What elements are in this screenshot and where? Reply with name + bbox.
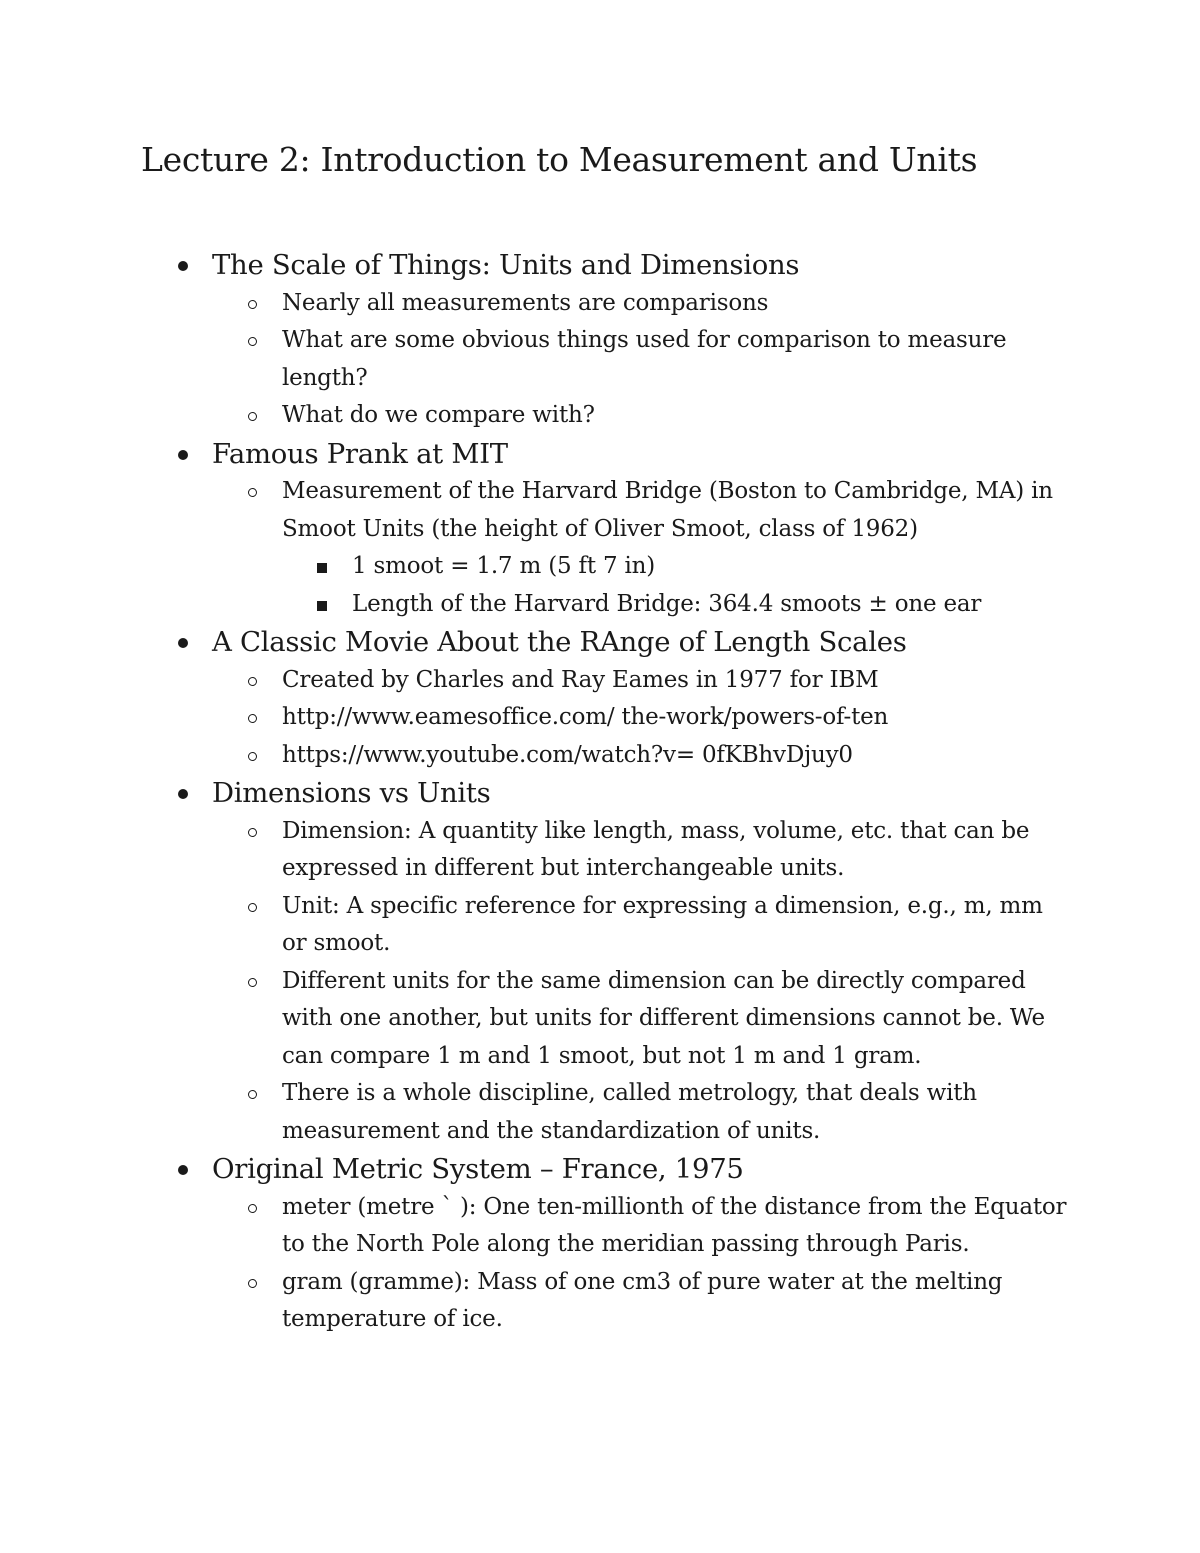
- hollow-circle-bullet-icon: [248, 677, 257, 686]
- list-item: [0, 1189, 1072, 1264]
- section-heading: [0, 1150, 1200, 1189]
- list-item-text: Measurement of the Harvard Bridge (Boston to Cambridge, MA) in Smoot Units (the height of Oliver Smoot, class of 1962): [282, 478, 1053, 542]
- section-classic-movie: [0, 623, 1200, 774]
- url-text: https://www.youtube.com/watch?v= 0fKBhvDjuy0: [282, 741, 853, 768]
- section-heading: [0, 435, 1200, 474]
- list-item: [0, 473, 1072, 548]
- hollow-circle-bullet-icon: [248, 300, 257, 309]
- list-item-link: [0, 737, 1072, 775]
- hollow-circle-bullet-icon: [248, 1090, 257, 1099]
- square-bullet-icon: [317, 563, 327, 573]
- hollow-circle-bullet-icon: [248, 903, 257, 912]
- section-dimensions-vs-units: [0, 774, 1200, 1150]
- hollow-circle-bullet-icon: [248, 978, 257, 987]
- section-scale-of-things: [0, 246, 1200, 435]
- hollow-circle-bullet-icon: [248, 1204, 257, 1213]
- list-item-text: Nearly all measurements are comparisons: [282, 289, 769, 316]
- hollow-circle-bullet-icon: [248, 337, 257, 346]
- list-item: [0, 285, 1072, 323]
- sub-list-item-text: Length of the Harvard Bridge: 364.4 smoots ± one ear: [352, 590, 982, 617]
- hollow-circle-bullet-icon: [248, 488, 257, 497]
- hollow-circle-bullet-icon: [248, 714, 257, 723]
- filled-circle-bullet-icon: [178, 1165, 188, 1175]
- hollow-circle-bullet-icon: [248, 752, 257, 761]
- hollow-circle-bullet-icon: [248, 828, 257, 837]
- section-heading-text: The Scale of Things: Units and Dimensions: [212, 249, 800, 281]
- list-item-text: Dimension: A quantity like length, mass, volume, etc. that can be expressed in different but interchangeable units.: [282, 817, 1030, 881]
- list-item: [0, 963, 1072, 1076]
- list-item-text: gram (gramme): Mass of one cm3 of pure water at the melting temperature of ice.: [282, 1268, 1003, 1332]
- section-original-metric-system: [0, 1150, 1200, 1339]
- section-heading: [0, 623, 1200, 662]
- list-item-text: Unit: A specific reference for expressing a dimension, e.g., m, mm or smoot.: [282, 892, 1043, 956]
- list-item: [0, 322, 1072, 397]
- list-item: [0, 813, 1072, 888]
- sub-list-item: [0, 548, 1200, 586]
- square-bullet-icon: [317, 601, 327, 611]
- sub-list-item: [0, 586, 1200, 624]
- section-heading-text: Famous Prank at MIT: [212, 437, 508, 470]
- filled-circle-bullet-icon: [178, 261, 188, 271]
- list-item: [0, 888, 1072, 963]
- list-item-link: [0, 699, 1072, 737]
- hollow-circle-bullet-icon: [248, 412, 257, 421]
- list-item-text: What are some obvious things used for comparison to measure length?: [282, 327, 1007, 391]
- url-text: http://www.eamesoffice.com/ the-work/powers-of-ten: [282, 704, 889, 730]
- section-heading-text: Original Metric System – France, 1975: [212, 1153, 744, 1185]
- list-item-text: Created by Charles and Ray Eames in 1977 for IBM: [282, 666, 879, 693]
- filled-circle-bullet-icon: [178, 450, 188, 460]
- filled-circle-bullet-icon: [178, 638, 188, 648]
- hollow-circle-bullet-icon: [248, 1279, 257, 1288]
- filled-circle-bullet-icon: [178, 789, 188, 799]
- list-item-text: What do we compare with?: [282, 402, 595, 428]
- section-famous-prank: [0, 435, 1200, 624]
- list-item: [0, 1075, 1072, 1150]
- list-item: [0, 662, 1072, 700]
- list-item-text: Different units for the same dimension can be directly compared with one another, but units for different dimensions cannot be. We can compare 1 m and 1 smoot, but not 1 m and 1 gram.: [282, 967, 1045, 1069]
- section-heading-text: Dimensions vs Units: [212, 777, 491, 809]
- page-title: Lecture 2: Introduction to Measurement and Units: [141, 140, 978, 179]
- section-heading: [0, 774, 1200, 813]
- section-heading-text: A Classic Movie About the RAnge of Length Scales: [212, 626, 907, 658]
- list-item: [0, 1264, 1072, 1339]
- list-item: [0, 397, 1072, 435]
- list-item-text: meter (metre ` ): One ten-millionth of the distance from the Equator to the North Pole along the meridian passing through Paris.: [282, 1193, 1067, 1257]
- list-item-text: There is a whole discipline, called metrology, that deals with measurement and the standardization of units.: [282, 1080, 977, 1144]
- section-heading: [0, 246, 1200, 285]
- sub-list-item-text: 1 smoot = 1.7 m (5 ft 7 in): [352, 553, 656, 579]
- outline-list: [0, 246, 1200, 1339]
